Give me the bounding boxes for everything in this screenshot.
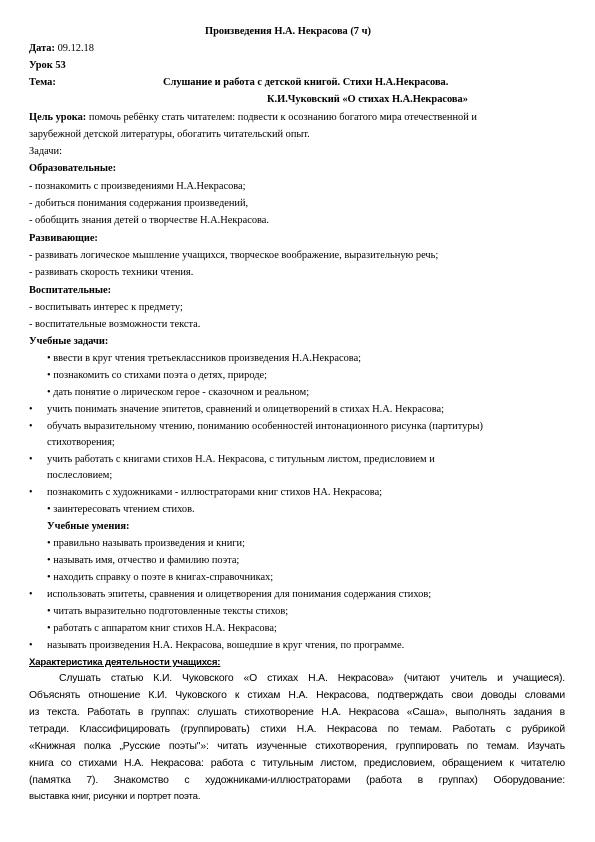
theme-label: Тема:: [29, 77, 56, 88]
learning-task-item: познакомить с художниками - иллюстраторами книг стихов НА. Некрасова;: [47, 487, 383, 498]
educational-item: - познакомить с произведениями Н.А.Некрасова;: [29, 181, 246, 192]
skills-heading: Учебные умения:: [47, 521, 130, 532]
activity-paragraph-line: книга со стихами Н.А. Некрасова: работа с титульным листом, предисловием, обращением к читателю: [29, 758, 565, 769]
learning-task-item: обучать выразительному чтению, пониманию особенностей интонационного рисунка (партитуры): [47, 421, 483, 432]
activity-paragraph-line: «Книжная полка „Русские поэты"»: читать изученные стихотворения, группировать по темам. Изучать: [29, 741, 565, 752]
bullet-icon: •: [29, 487, 33, 498]
tasks-label: Задачи:: [29, 146, 62, 157]
skill-item: использовать эпитеты, сравнения и олицетворения для понимания содержания стихов;: [47, 589, 432, 600]
learning-task-item: • заинтересовать чтением стихов.: [47, 504, 195, 515]
upbringing-heading: Воспитательные:: [29, 285, 112, 296]
goal-line-2: зарубежной детской литературы, обогатить читательский опыт.: [29, 129, 310, 140]
date-label: Дата:: [29, 43, 55, 54]
skill-item: • называть имя, отчество и фамилию поэта;: [47, 555, 240, 566]
learning-task-item: учить понимать значение эпитетов, сравнений и олицетворений в стихах Н.А. Некрасова;: [47, 404, 445, 415]
activity-paragraph-line: Слушать статью К.И. Чуковского «О стихах Н.А. Некрасова» (читают учитель и учащиеся).: [59, 673, 565, 684]
goal-line-1: [29, 111, 477, 124]
educational-heading: Образовательные:: [29, 163, 117, 174]
theme-line-1: Слушание и работа с детской книгой. Стихи Н.А.Некрасова.: [163, 77, 449, 88]
educational-item: - добиться понимания содержания произведений,: [29, 198, 249, 209]
activity-paragraph-line: из текста. Работать в группах: слушать стихотворение Н.А. Некрасова «Саша», выполнять задания в: [29, 707, 565, 718]
educational-item: - обобщить знания детей о творчестве Н.А.Некрасова.: [29, 215, 270, 226]
activity-paragraph-line: тетради. Классифицировать (группировать) стихи Н.А. Некрасова по темам. Работать с рубрикой: [29, 724, 565, 735]
activity-heading: Характеристика деятельности учащихся:: [29, 657, 221, 668]
developmental-heading: Развивающие:: [29, 233, 98, 244]
bullet-icon: •: [29, 421, 33, 432]
date-line: [29, 42, 94, 55]
date-value: 09.12.18: [57, 43, 94, 54]
skill-item: называть произведения Н.А. Некрасова, вошедшие в круг чтения, по программе.: [47, 640, 405, 651]
bullet-icon: •: [29, 640, 33, 651]
goal-label: Цель урока:: [29, 112, 87, 123]
learning-task-item: • познакомить со стихами поэта о детях, природе;: [47, 370, 267, 381]
bullet-icon: •: [29, 589, 33, 600]
learning-tasks-heading: Учебные задачи:: [29, 336, 109, 347]
developmental-item: - развивать скорость техники чтения.: [29, 267, 194, 278]
developmental-item: - развивать логическое мышление учащихся, творческое воображение, выразительную речь;: [29, 250, 439, 261]
activity-paragraph-line: (памятка 7). Знакомство с художниками-иллюстраторами (работа в группах) Оборудование:: [29, 775, 565, 786]
goal-text-1: помочь ребёнку стать читателем: подвести к осознанию богатого мира отечественной и: [88, 112, 477, 123]
lesson-number: Урок 53: [29, 60, 66, 71]
learning-task-item-continued: стихотворения;: [47, 437, 115, 448]
learning-task-item: • ввести в круг чтения третьеклассников произведения Н.А.Некрасова;: [47, 353, 362, 364]
skill-item: • работать с аппаратом книг стихов Н.А. Некрасова;: [47, 623, 277, 634]
learning-task-item-continued: послесловием;: [47, 470, 113, 481]
learning-task-item: • дать понятие о лирическом герое - сказочном и реальном;: [47, 387, 310, 398]
learning-task-item: учить работать с книгами стихов Н.А. Некрасова, с титульным листом, предисловием и: [47, 454, 435, 465]
upbringing-item: - воспитывать интерес к предмету;: [29, 302, 183, 313]
bullet-icon: •: [29, 404, 33, 415]
bullet-icon: •: [29, 454, 33, 465]
skill-item: • читать выразительно подготовленные тексты стихов;: [47, 606, 289, 617]
upbringing-item: - воспитательные возможности текста.: [29, 319, 201, 330]
skill-item: • находить справку о поэте в книгах-справочниках;: [47, 572, 274, 583]
theme-line-2: К.И.Чуковский «О стихах Н.А.Некрасова»: [267, 94, 468, 105]
activity-paragraph-line: Объяснять отношение К.И. Чуковского к стихам Н.А. Некрасова, подтверждать свои доводы словами: [29, 690, 565, 701]
skill-item: • правильно называть произведения и книги;: [47, 538, 245, 549]
document-title: Произведения Н.А. Некрасова (7 ч): [205, 26, 371, 37]
activity-paragraph-line: выставка книг, рисунки и портрет поэта.: [29, 791, 201, 802]
